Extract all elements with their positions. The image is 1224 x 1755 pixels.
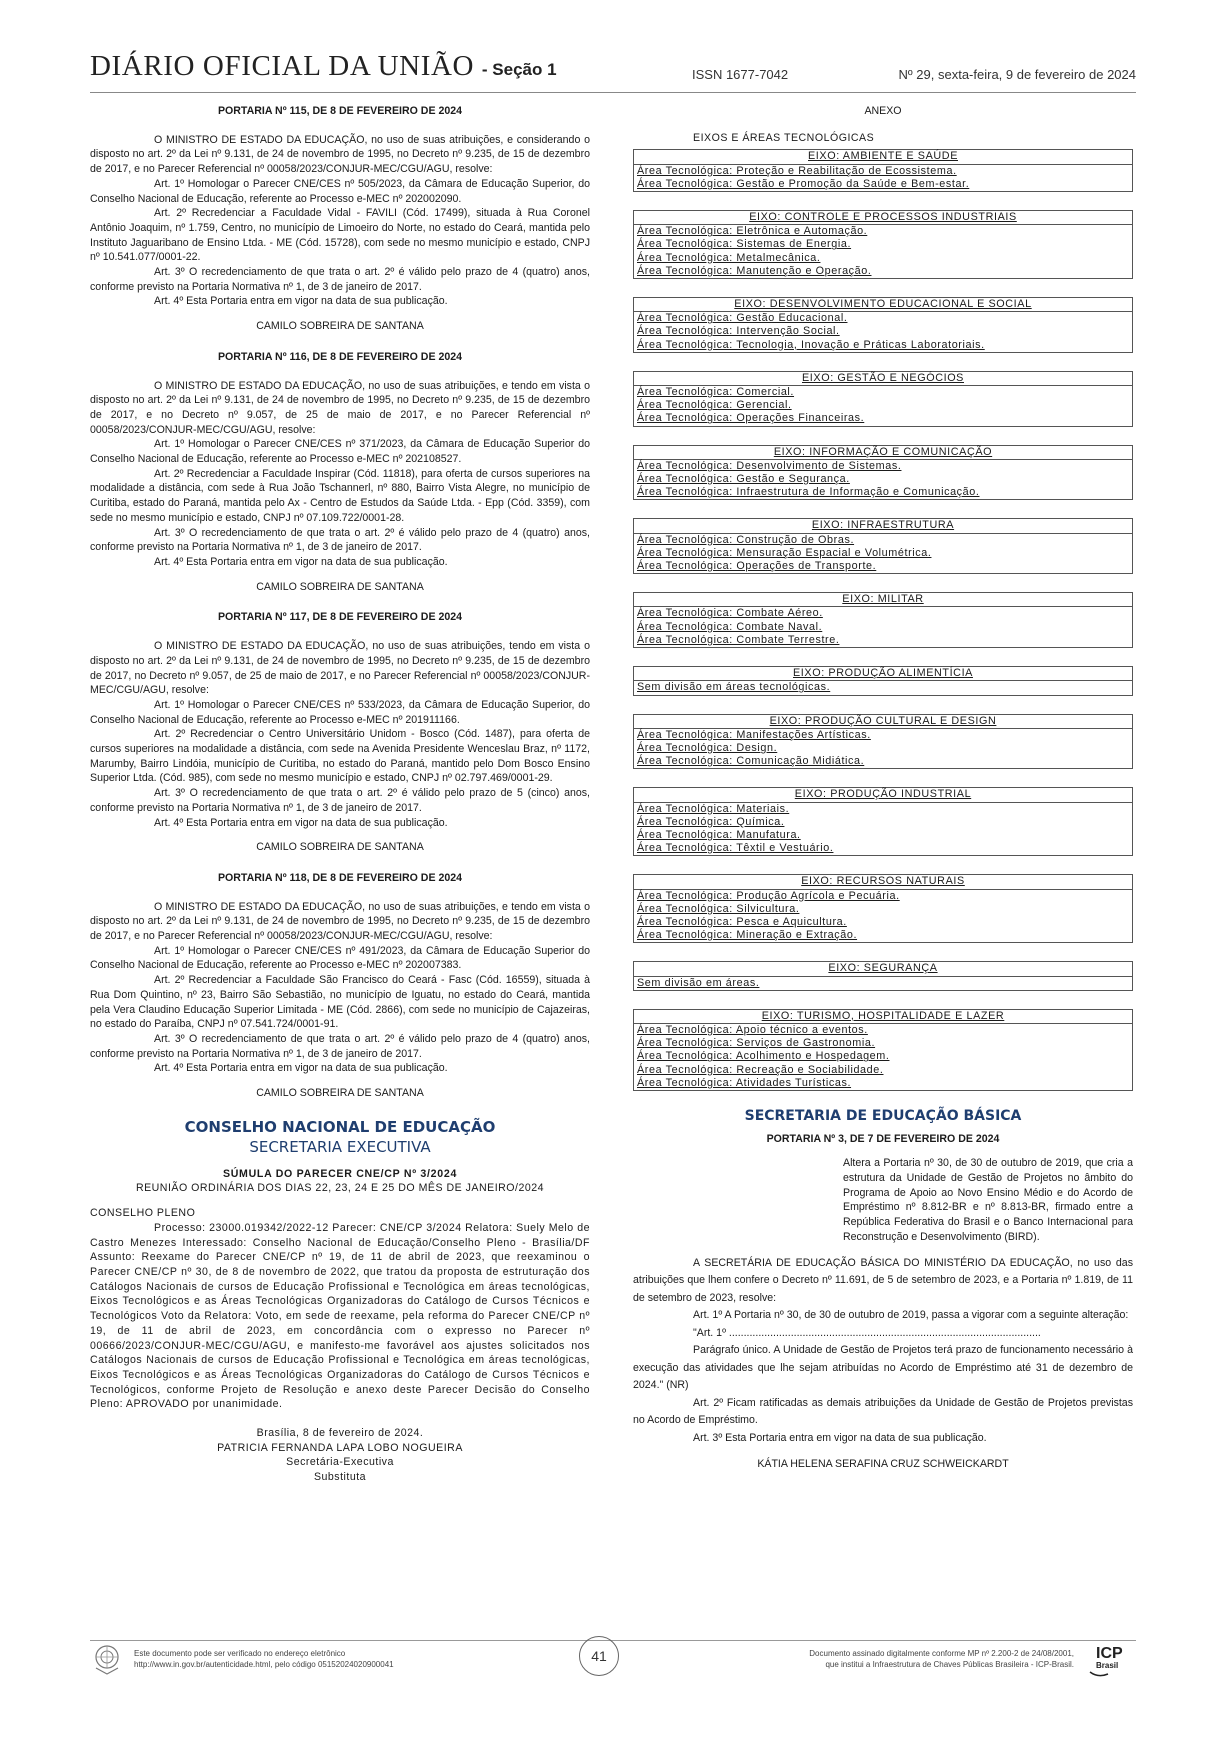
paragraph: O MINISTRO DE ESTADO DA EDUCAÇÃO, no uso de suas atribuições, e tendo em vista o disposto no art. 2º da Lei nº 9.131, de 24 de novembro de 1995, no Decreto nº 9.235, de 15 de dezembro de 2017, e no Parecer Referencial nº 00058/2023/CONJUR-MEC/CGU/AGU, resolve:	[90, 900, 590, 943]
eixo-title: EIXO: DESENVOLVIMENTO EDUCACIONAL E SOCIAL	[634, 298, 1132, 312]
area-item: Área Tecnológica: Gestão e Segurança.	[637, 473, 850, 486]
area-item: Área Tecnológica: Mensuração Espacial e Volumétrica.	[637, 546, 932, 559]
signer-role: Secretária-Executiva	[286, 1456, 394, 1469]
eixos-list	[633, 149, 1133, 1091]
signature-note-line: Documento assinado digitalmente conforme MP nº 2.200-2 de 24/08/2001,	[809, 1649, 1074, 1658]
eixo-box	[633, 371, 1133, 427]
area-item: Área Tecnológica: Proteção e Reabilitação de Ecossistema.	[637, 164, 957, 177]
paragraph: Art. 1º Homologar o Parecer CNE/CES nº 491/2023, da Câmara de Educação Superior do Conselho Nacional de Educação, referente ao Processo e-MEC nº 202007383.	[90, 944, 590, 972]
portaria-117	[90, 610, 590, 855]
digital-signature-note	[809, 1648, 1074, 1670]
eixo-title: EIXO: MILITAR	[634, 593, 1132, 607]
area-item: Sem divisão em áreas tecnológicas.	[637, 681, 831, 694]
sumula-title: SÚMULA DO PARECER CNE/CP Nº 3/2024	[222, 1167, 458, 1180]
area-item: Área Tecnológica: Apoio técnico a eventos.	[637, 1023, 868, 1036]
area-item: Área Tecnológica: Materiais.	[637, 802, 790, 815]
paragraph: O MINISTRO DE ESTADO DA EDUCAÇÃO, no uso de suas atribuições, e tendo em vista o disposto no art. 2º da Lei nº 9.131, de 24 de novembro de 1995, no Decreto nº 9.235, de 15 de dezembro de 2017, e no Decreto nº 9.057, de 25 de maio de 2017, e no Parecer Referencial nº 00058/2023/CONJUR-MEC/CGU/AGU, resolve:	[90, 379, 590, 436]
seb-ementa: Altera a Portaria nº 30, de 30 de outubro de 2019, que cria a estrutura da Unidade de Gestão de Projetos no âmbito do Programa de Apoio ao Novo Ensino Médio e do Acordo de Empréstimo nº 8.812-BR e nº 8.813-BR, firmado entre a República Federativa do Brasil e o Banco Internacional para Reconstrução e Desenvolvimento (BIRD).	[843, 1157, 1133, 1243]
eixo-title: EIXO: PRODUÇÃO INDUSTRIAL	[634, 788, 1132, 802]
icp-brasil-logo-icon	[1088, 1644, 1136, 1680]
eixo-title: EIXO: INFORMAÇÃO E COMUNICAÇÃO	[634, 446, 1132, 460]
signer-role-sub: Substituta	[313, 1471, 367, 1484]
paragraph: Art. 3º O recredenciamento de que trata o art. 2º é válido pelo prazo de 5 (cinco) anos, conforme previsto na Portaria Normativa nº 1, de 3 de janeiro de 2017.	[90, 787, 590, 814]
eixo-title: EIXO: PRODUÇÃO CULTURAL E DESIGN	[634, 715, 1132, 729]
signature: CAMILO SOBREIRA DE SANTANA	[256, 841, 424, 854]
area-item: Área Tecnológica: Pesca e Aquicultura.	[637, 915, 847, 928]
paragraph: Art. 3º Esta Portaria entra em vigor na data de sua publicação.	[693, 1431, 987, 1444]
signature-note-line: que institui a Infraestrutura de Chaves Públicas Brasileira - ICP-Brasil.	[825, 1660, 1074, 1669]
cne-org-title: CONSELHO NACIONAL DE EDUCAÇÃO	[184, 1117, 496, 1136]
signature: CAMILO SOBREIRA DE SANTANA	[256, 1087, 424, 1100]
area-item: Área Tecnológica: Manifestações Artísticas.	[637, 728, 871, 741]
page-footer	[90, 1634, 1136, 1684]
eixo-box	[633, 149, 1133, 192]
area-item: Área Tecnológica: Manufatura.	[637, 828, 801, 841]
paragraph: "Art. 1º ..........................................................................................................	[693, 1326, 1041, 1339]
paragraph: Art. 1º Homologar o Parecer CNE/CES nº 533/2023, da Câmara de Educação Superior, do Conselho Nacional de Educação, referente ao Processo e-MEC nº 201911166.	[90, 698, 590, 726]
coat-of-arms-icon	[90, 1642, 124, 1676]
area-item: Área Tecnológica: Recreação e Sociabilidade.	[637, 1063, 884, 1076]
area-item: Área Tecnológica: Combate Aéreo.	[637, 607, 823, 620]
eixo-box	[633, 445, 1133, 501]
verification-note	[134, 1648, 394, 1670]
area-item: Área Tecnológica: Eletrônica e Automação.	[637, 225, 868, 238]
area-item: Área Tecnológica: Têxtil e Vestuário.	[637, 842, 834, 855]
area-item: Área Tecnológica: Química.	[637, 815, 785, 828]
paragraph: A SECRETÁRIA DE EDUCAÇÃO BÁSICA DO MINISTÉRIO DA EDUCAÇÃO, no uso das atribuições que lhem confere o Decreto nº 11.691, de 5 de setembro de 2023, e a Portaria nº 1.819, de 11 de setembro de 2023, resolve:	[633, 1256, 1133, 1304]
eixo-title: EIXO: CONTROLE E PROCESSOS INDUSTRIAIS	[634, 211, 1132, 225]
signature: CAMILO SOBREIRA DE SANTANA	[256, 580, 424, 593]
eixo-box	[633, 666, 1133, 695]
area-item: Área Tecnológica: Atividades Turísticas.	[637, 1076, 852, 1089]
area-item: Área Tecnológica: Design.	[637, 741, 778, 754]
paragraph: Art. 3º O recredenciamento de que trata o art. 2º é válido pelo prazo de 4 (quatro) anos, conforme previsto na Portaria Normativa nº 1, de 3 de janeiro de 2017.	[90, 1032, 590, 1060]
eixo-box	[633, 297, 1133, 353]
area-item: Área Tecnológica: Acolhimento e Hospedagem.	[637, 1050, 890, 1063]
paragraph: O MINISTRO DE ESTADO DA EDUCAÇÃO, no uso de suas atribuições, e considerando o disposto no art. 2º da Lei nº 9.131, de 24 de novembro de 1995, no Decreto nº 9.235, de 15 de dezembro de 2017, e no Parecer Referencial nº 00058/2023/CONJUR-MEC/CGU/AGU, resolve:	[90, 133, 590, 176]
paragraph: Art. 2º Recredenciar o Centro Universitário Unidom - Bosco (Cód. 1487), para oferta de cursos superiores na modalidade a distância, com sede na Avenida Presidente Wenceslau Braz, nº 1172, Marumby, Bairro Lindóia, município de Curitiba, no estado do Paraná, mantido pelo Dom Bosco Ensino Superior Ltda. (Cód. 985), com sede no mesmo município e estado, CNPJ nº 02.797.469/0001-29.	[90, 728, 590, 785]
masthead-title: DIÁRIO OFICIAL DA UNIÃO	[90, 50, 475, 82]
paragraph: Art. 2º Recredenciar a Faculdade Vidal - FAVILI (Cód. 17499), situada à Rua Coronel Antônio Joaquim, nº 1.759, Centro, no município de Limoeiro do Norte, no estado do Ceará, mantida pelo Instituto Jaguaribano de Ensino Ltda. - ME (Cód. 15728), com sede no mesmo município e estado, CNPJ nº 10.541.077/0001-22.	[90, 207, 590, 264]
area-item: Área Tecnológica: Tecnologia, Inovação e Práticas Laboratoriais.	[637, 338, 985, 351]
area-item: Área Tecnológica: Infraestrutura de Informação e Comunicação.	[637, 486, 980, 499]
eixo-box	[633, 787, 1133, 856]
area-item: Área Tecnológica: Produção Agrícola e Pecuária.	[637, 889, 900, 902]
paragraph: Art. 3º O recredenciamento de que trata o art. 2º é válido pelo prazo de 4 (quatro) anos, conforme previsto na Portaria Normativa nº 1, de 3 de janeiro de 2017.	[90, 266, 590, 293]
area-item: Área Tecnológica: Combate Terrestre.	[637, 633, 840, 646]
sumula-signer: PATRICIA FERNANDA LAPA LOBO NOGUEIRA	[217, 1441, 463, 1454]
area-item: Área Tecnológica: Sistemas de Energia.	[637, 238, 852, 251]
paragraph: Art. 1º Homologar o Parecer CNE/CES nº 505/2023, da Câmara de Educação Superior, do Conselho Nacional de Educação, referente ao Processo e-MEC nº 202002090.	[90, 177, 590, 205]
area-item: Área Tecnológica: Manutenção e Operação.	[637, 264, 872, 277]
eixos-heading: EIXOS E ÁREAS TECNOLÓGICAS	[693, 131, 875, 144]
paragraph: Parágrafo único. A Unidade de Gestão de Projetos terá prazo de funcionamento necessário à execução das atividades que lhe sejam atribuídas no Acordo de Empréstimo até 31 de dezembro de 2024." (NR)	[633, 1344, 1133, 1392]
sumula-date: Brasília, 8 de fevereiro de 2024.	[256, 1427, 424, 1440]
portaria-title: PORTARIA Nº 116, DE 8 DE FEVEREIRO DE 2024	[217, 350, 463, 363]
eixo-box	[633, 210, 1133, 279]
masthead	[90, 50, 557, 83]
paragraph: Art. 3º O recredenciamento de que trata o art. 2º é válido pelo prazo de 4 (quatro) anos, conforme previsto na Portaria Normativa nº 1, de 3 de janeiro de 2017.	[90, 526, 590, 554]
issn: ISSN 1677-7042	[692, 67, 789, 82]
header-divider	[90, 92, 1136, 93]
portaria-115	[90, 104, 590, 334]
anexo-title: ANEXO	[864, 105, 902, 117]
signature: CAMILO SOBREIRA DE SANTANA	[256, 320, 424, 333]
seb-signature: KÁTIA HELENA SERAFINA CRUZ SCHWEICKARDT	[757, 1458, 1009, 1471]
eixo-box	[633, 518, 1133, 574]
paragraph: Art. 2º Recredenciar a Faculdade São Francisco do Ceará - Fasc (Cód. 16559), situada à Rua Dom Quintino, nº 23, Bairro São Sebastião, no município de Iguatu, no estado do Ceará, mantida pela Vera Claudino Educação Superior Limitada - ME (Cód. 2866), com sede no município de Cajazeiras, no estado do Paraíba, CNPJ nº 07.541.724/0001-91.	[90, 974, 590, 1031]
eixo-title: EIXO: PRODUÇÃO ALIMENTÍCIA	[634, 667, 1132, 681]
portaria-title: PORTARIA Nº 118, DE 8 DE FEVEREIRO DE 2024	[217, 871, 463, 884]
area-item: Área Tecnológica: Intervenção Social.	[637, 325, 840, 338]
portaria-title: PORTARIA Nº 115, DE 8 DE FEVEREIRO DE 2024	[217, 105, 463, 117]
area-item: Área Tecnológica: Serviços de Gastronomia.	[637, 1037, 876, 1050]
right-column	[633, 104, 1133, 1472]
area-item: Sem divisão em áreas.	[637, 976, 760, 989]
area-item: Área Tecnológica: Desenvolvimento de Sistemas.	[637, 459, 902, 472]
page-header	[90, 50, 1136, 94]
eixo-box	[633, 961, 1133, 990]
area-item: Área Tecnológica: Silvicultura.	[637, 902, 800, 915]
paragraph: Art. 4º Esta Portaria entra em vigor na data de sua publicação.	[154, 816, 448, 829]
eixo-title: EIXO: INFRAESTRUTURA	[634, 519, 1132, 533]
page-number: 41	[579, 1636, 619, 1676]
paragraph: Art. 4º Esta Portaria entra em vigor na data de sua publicação.	[154, 295, 448, 308]
paragraph: Art. 4º Esta Portaria entra em vigor na data de sua publicação.	[154, 1062, 448, 1075]
eixo-box	[633, 1009, 1133, 1091]
area-item: Área Tecnológica: Operações de Transporte.	[637, 560, 877, 573]
eixo-box	[633, 714, 1133, 770]
area-item: Área Tecnológica: Operações Financeiras.	[637, 412, 865, 425]
area-item: Área Tecnológica: Gerencial.	[637, 399, 792, 412]
eixo-title: EIXO: AMBIENTE E SAÚDE	[634, 150, 1132, 164]
area-item: Área Tecnológica: Combate Naval.	[637, 620, 823, 633]
left-column	[90, 104, 590, 1485]
paragraph: Art. 4º Esta Portaria entra em vigor na data de sua publicação.	[154, 555, 448, 568]
paragraph: Art. 1º Homologar o Parecer CNE/CES nº 371/2023, da Câmara de Educação Superior do Conselho Nacional de Educação, referente ao Processo e-MEC nº 202108527.	[90, 438, 590, 466]
area-item: Área Tecnológica: Comunicação Midiática.	[637, 755, 865, 768]
eixo-title: EIXO: SEGURANÇA	[634, 962, 1132, 976]
svg-text:ICP: ICP	[1096, 1645, 1123, 1662]
eixo-box	[633, 592, 1133, 648]
verification-line: Este documento pode ser verificado no endereço eletrônico	[134, 1649, 346, 1658]
section-label: - Seção 1	[481, 60, 557, 79]
seb-portaria-title: PORTARIA Nº 3, DE 7 DE FEVEREIRO DE 2024	[766, 1132, 1000, 1145]
cne-org-subtitle: SECRETARIA EXECUTIVA	[249, 1137, 431, 1156]
eixo-title: EIXO: GESTÃO E NEGÓCIOS	[634, 372, 1132, 386]
sumula-body: Processo: 23000.019342/2022-12 Parecer: CNE/CP 3/2024 Relatora: Suely Melo de Castro Menezes Interessado: Conselho Nacional de Educação/Conselho Pleno - Brasília/DF Assunto: Reexame do Parecer CNE/CP nº 19, de 11 de abril de 2023, que reexaminou o Parecer CNE/CP nº 30, de 8 de novembro de 2022, que tratou da proposta de estruturação dos Catálogos Nacionais de cursos de Educação Profissional e Tecnológica em áreas tecnológicas, Eixos Tecnológicos e as Áreas Tecnológicas Organizadoras do Catálogo de Cursos Técnicos e Tecnológicos Voto da Relatora: Voto, em sede de reexame, pela reforma do Parecer CNE/CP nº 19, de 11 de abril de 2023, em concordância com o expresso no Parecer nº 00666/2023/CONJUR-MEC/CGU/AGU, e manifesto-me favorável aos ajustes solicitados nos Catálogos Nacionais de cursos de Educação Profissional e Tecnológica em áreas tecnológicas, Eixos Tecnológicos e as Áreas Tecnológicas Organizadoras do Catálogo de Cursos Técnicos e Tecnológicos, conforme Projeto de Resolução e anexo deste Parecer Decisão do Conselho Pleno: APROVADO por unanimidade.	[90, 1221, 590, 1411]
paragraph: Art. 2º Ficam ratificadas as demais atribuições da Unidade de Gestão de Projetos previstas no Acordo de Empréstimo.	[633, 1396, 1133, 1427]
area-item: Área Tecnológica: Gestão e Promoção da Saúde e Bem-estar.	[637, 177, 970, 190]
area-item: Área Tecnológica: Metalmecânica.	[637, 251, 821, 264]
svg-text:Brasil: Brasil	[1096, 1661, 1119, 1670]
portaria-116	[90, 350, 590, 595]
area-item: Área Tecnológica: Mineração e Extração.	[637, 929, 858, 942]
paragraph: Art. 1º A Portaria nº 30, de 30 de outubro de 2019, passa a vigorar com a seguinte alteração:	[693, 1309, 1129, 1322]
edition-info: Nº 29, sexta-feira, 9 de fevereiro de 2024	[898, 67, 1136, 82]
eixo-box	[633, 874, 1133, 943]
portaria-118	[90, 871, 590, 1101]
seb-org-title: SECRETARIA DE EDUCAÇÃO BÁSICA	[744, 1107, 1022, 1124]
paragraph: Art. 2º Recredenciar a Faculdade Inspirar (Cód. 11818), para oferta de cursos superiores na modalidade a distância, com sede à Rua João Tschannerl, nº 880, Bairro Vista Alegre, no município de Curitiba, estado do Paraná, mantida pelo Ax - Centro de Estudos da Saúde Ltda. - Epp (Cód. 3359), com sede no mesmo município e estado, CNPJ nº 07.109.722/0001-28.	[90, 467, 590, 524]
verification-link[interactable]: http://www.in.gov.br/autenticidade.html, pelo código 05152024020900041	[134, 1660, 394, 1669]
conselho-label: CONSELHO PLENO	[90, 1207, 196, 1220]
seb-section	[633, 1109, 1133, 1472]
paragraph: O MINISTRO DE ESTADO DA EDUCAÇÃO, no uso de suas atribuições, tendo em vista o disposto no art. 2º da Lei nº 9.131, de 24 de novembro de 1995, no Decreto nº 9.235, de 15 de dezembro de 2017, no Decreto nº 9.057, de 25 de maio de 2017, e no Parecer Referencial nº 00058/2023/CONJUR-MEC/CGU/AGU, resolve:	[90, 640, 590, 697]
area-item: Área Tecnológica: Construção de Obras.	[637, 533, 855, 546]
cne-section	[90, 1117, 590, 1485]
eixo-title: EIXO: RECURSOS NATURAIS	[634, 875, 1132, 889]
sumula-subtitle: REUNIÃO ORDINÁRIA DOS DIAS 22, 23, 24 E 25 DO MÊS DE JANEIRO/2024	[135, 1182, 545, 1195]
portaria-title: PORTARIA Nº 117, DE 8 DE FEVEREIRO DE 2024	[217, 611, 463, 624]
eixo-title: EIXO: TURISMO, HOSPITALIDADE E LAZER	[634, 1010, 1132, 1024]
area-item: Área Tecnológica: Gestão Educacional.	[637, 312, 848, 325]
area-item: Área Tecnológica: Comercial.	[637, 386, 795, 399]
